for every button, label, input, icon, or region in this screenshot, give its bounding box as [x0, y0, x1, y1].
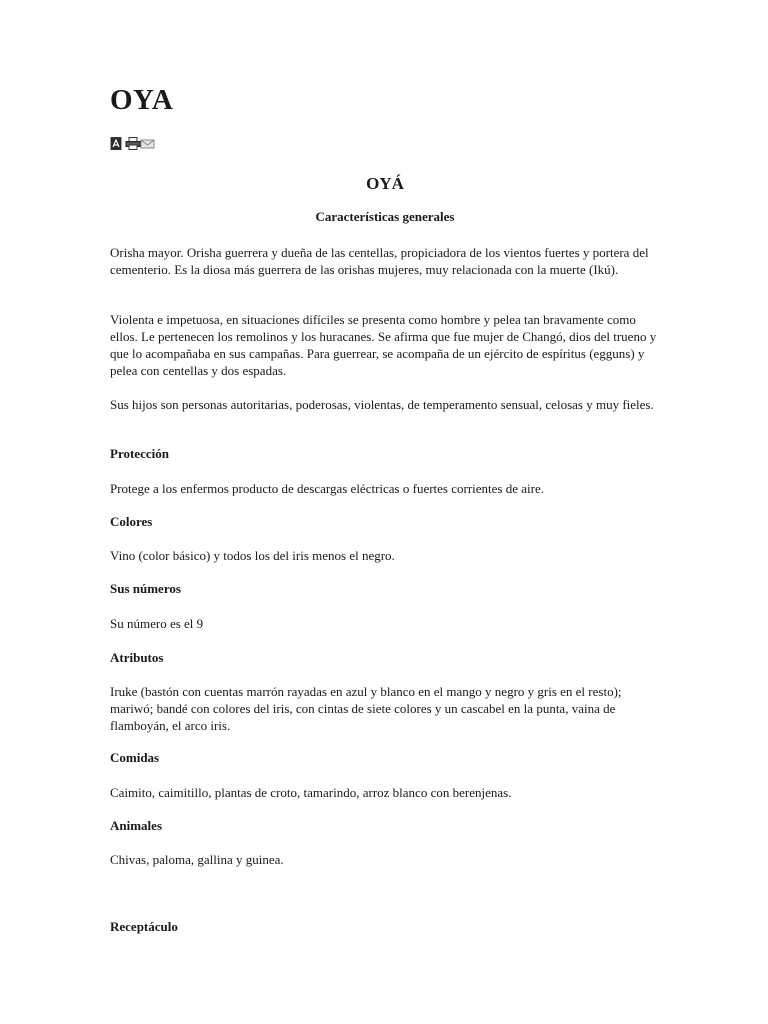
- text-colores: Vino (color básico) y todos los del iris menos el negro.: [110, 548, 395, 563]
- section-heading-general: Características generales: [315, 209, 455, 224]
- paragraph-description: Violenta e impetuosa, en situaciones difíciles se presenta como hombre y pelea tan bravamente como ellos. Le pertenecen los remolinos y los huracanes. Se afirma que fue mujer de Changó, dios del trueno y que lo acompañaba en sus campañas. Para guerrear, se acompaña de un ejército de espíritus (egguns) y pelea con centellas y dos espadas.: [110, 312, 657, 378]
- text-numeros: Su número es el 9: [110, 616, 204, 631]
- text-animales: Chivas, paloma, gallina y guinea.: [110, 852, 284, 867]
- heading-numeros: Sus números: [110, 581, 181, 596]
- action-icons: [110, 137, 154, 150]
- paragraph-children: Sus hijos son personas autoritarias, poderosas, violentas, de temperamento sensual, celosas y muy fieles.: [110, 397, 654, 412]
- paragraph-intro: Orisha mayor. Orisha guerrera y dueña de las centellas, propiciadora de los vientos fuertes y portera del cementerio. Es la diosa más guerrera de las orishas mujeres, muy relacionada con la muerte (Ikú).: [110, 245, 649, 277]
- heading-animales: Animales: [110, 818, 162, 833]
- page-title: OYA: [110, 84, 174, 116]
- heading-receptaculo: Receptáculo: [110, 919, 178, 934]
- text-proteccion: Protege a los enfermos producto de descargas eléctricas o fuertes corrientes de aire.: [110, 481, 544, 496]
- pdf-icon[interactable]: [110, 137, 124, 150]
- email-icon[interactable]: [140, 137, 154, 150]
- heading-colores: Colores: [110, 514, 153, 529]
- text-comidas: Caimito, caimitillo, plantas de croto, tamarindo, arroz blanco con berenjenas.: [110, 785, 512, 800]
- heading-comidas: Comidas: [110, 750, 160, 765]
- article-title: OYÁ: [366, 174, 404, 193]
- heading-atributos: Atributos: [110, 650, 164, 665]
- print-icon[interactable]: [125, 137, 139, 150]
- text-atributos: Iruke (bastón con cuentas marrón rayadas en azul y blanco en el mango y negro y gris en el resto); mariwó; bandé con colores del iris, con cintas de siete colores y un cascabel en la punta, vaina de flamboyán, el arco iris.: [110, 684, 622, 733]
- heading-proteccion: Protección: [110, 446, 169, 461]
